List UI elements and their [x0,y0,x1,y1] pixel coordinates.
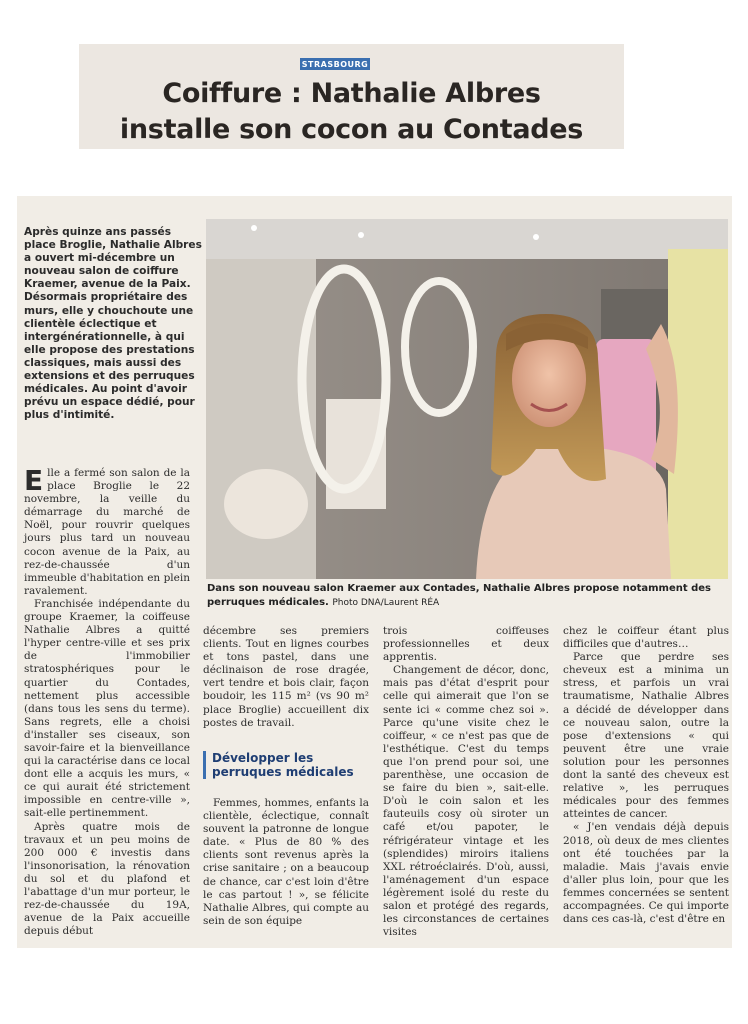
col4-paragraph-3: « J'en vendais déjà depuis 2018, où deux de mes clientes ont été touchées par la maladie. Mais j'avais envie d'aller plus loin, pour que les femmes concernées se sentent accompagnées. Ce qui importe dans ces cas-là, c'est d'être en [563,821,729,926]
section-rubric: STRASBOURG [301,59,369,69]
caption-text: Dans son nouveau salon Kraemer aux Contades, Nathalie Albres propose notamment des perruques médicales. [207,583,712,608]
col4-paragraph-2: Parce que perdre ses cheveux est a minima un stress, et parfois un vrai traumatisme, Nathalie Albres a décidé de développer dans ce nouveau salon, outre la pose d'extensions « qui peuvent être une vraie solution pour les personnes dont la santé des cheveux est relative », les perruques médicales pour des femmes atteintes de cancer. [563,651,729,821]
col1-paragraph-3: Après quatre mois de travaux et un peu moins de 200 000 € investis dans l'insonorisation, la rénovation du sol et du plafond et l'abattage d'un mur porteur, le rez-de-chaussée du 19A, avenue de la Paix accueille depuis début [24,820,190,938]
article-column-4 [563,625,729,926]
col3-paragraph-2: Changement de décor, donc, mais pas d'état d'esprit pour celle qui aimerait que l'on se sente ici « comme chez soi ». Parce qu'une visite chez le coiffeur, « ce n'est pas que de l'esthétique. C'est du temps que l'on prend pour soi, une parenthèse, une occasion de se faire du bien », sait-elle. D'où le coin salon et les fauteuils cosy où siroter un café et/ou papoter, le réfrigérateur vintage et les (splendides) miroirs italiens XXL rétroéclairés. D'où, aussi, l'aménagement d'un espace légèrement isolé du reste du salon et protégé des regards, les circonstances de certaines visites [383,664,549,939]
salon-photo [206,219,728,579]
article-lede: Après quinze ans passés place Broglie, Nathalie Albres a ouvert mi-décembre un nouveau salon de coiffure Kraemer, avenue de la Paix. Désormais propriétaire des murs, elle y chouchoute une clientèle éclectique et intergénérationnelle, à qui elle propose des prestations classiques, mais aussi des extensions et des perruques médicales. Au point d'avoir prévu un espace dédié, pour plus d'intimité. [24,226,202,422]
article-column-1 [24,464,190,938]
article-column-2 [203,625,369,730]
article-headline [79,76,624,148]
article-column-2b [203,797,369,928]
col3-paragraph-1: trois coiffeuses professionnelles et deux apprentis. [383,625,549,664]
col2-paragraph-1: décembre ses premiers clients. Tout en lignes courbes et tons pastel, dans une déclinaison de rose dragée, vert tendre et bois clair, façon boudoir, les 115 m² (vs 90 m² place Broglie) accueillent dix postes de travail. [203,625,369,729]
col1-paragraph-2: Franchisée indépendante du groupe Kraemer, la coiffeuse Nathalie Albres a quitté l'hyper centre-ville et ses prix de l'immobilier stratosphériques pour le quartier du Contades, nettement plus accessible (dans tous les sens du terme). Sans regrets, elle a choisi d'installer ses ciseaux, son savoir-faire et la bienveillance qui la caractérise dans ce local dont elle a acquis les murs, « ce qui aurait été strictement impossible en centre-ville », sait-elle pertinemment. [24,597,190,820]
drop-cap: E [24,464,44,497]
col4-paragraph-1: chez le coiffeur étant plus difficiles que d'autres… [563,625,729,651]
headline-line-1: Coiffure : Nathalie Albres [162,78,541,109]
col2-paragraph-2: Femmes, hommes, enfants la clientèle, éclectique, connaît souvent la patronne de longue date. « Plus de 80 % des clients sont revenus après la crise sanitaire ; on a beaucoup de chance, car c'est loin d'être le cas partout ! », se félicite Nathalie Albres, qui compte au sein de son équipe [203,797,369,927]
col1-paragraph-1: lle a fermé son salon de la place Broglie le 22 novembre, la veille du démarrage du marché de Noël, pour rouvrir quelques jours plus tard un nouveau cocon avenue de la Paix, au rez-de-chaussée d'un immeuble d'habitation en plein ravalement. [24,467,190,597]
headline-line-2: installe son cocon au Contades [119,114,584,145]
article-subheading: Développer les perruques médicales [203,751,382,779]
photo-caption [207,582,727,610]
article-column-3 [383,625,549,939]
photo-credit: Photo DNA/Laurent RÉA [332,598,440,608]
salon-photo-illustration [206,219,728,579]
